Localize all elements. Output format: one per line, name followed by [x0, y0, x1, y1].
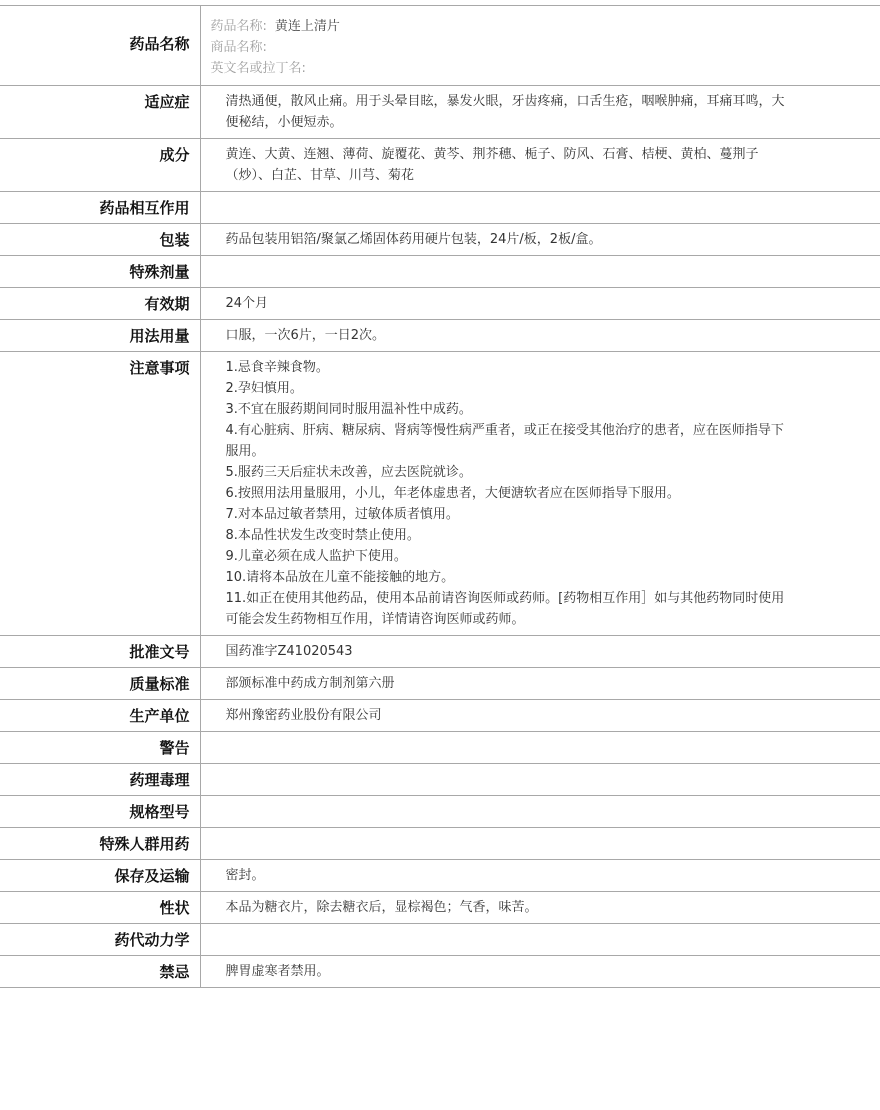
english-name-line — [211, 58, 871, 79]
packaging-value: 药品包装用铝箔/聚氯乙烯固体药用硬片包装，24片/板，2板/盒。 — [225, 232, 602, 247]
special-population-value — [200, 828, 880, 860]
precautions-list — [200, 352, 880, 636]
precaution-item: 11.如正在使用其他药品，使用本品前请咨询医师或药师。[药物相互作用］如与其他药物同时使用可能会发生药物相互作用，详情请咨询医师或药师。 — [225, 591, 785, 627]
ingredients-value: 黄连、大黄、连翘、薄荷、旋覆花、黄芩、荆芥穗、栀子、防风、石膏、桔梗、黄柏、蔓荆子（炒）、白芷、甘草、川芎、菊花 — [225, 147, 759, 183]
english-name-label: 英文名或拉丁名: — [210, 61, 306, 76]
interactions-label: 药品相互作用 — [0, 192, 200, 224]
pharmacology-label: 药理毒理 — [0, 764, 200, 796]
specification-label: 规格型号 — [0, 796, 200, 828]
ingredients-label: 成分 — [0, 139, 200, 192]
generic-name-line — [211, 16, 871, 37]
usage-value: 口服，一次6片，一日2次。 — [225, 328, 386, 343]
pharmacology-row — [0, 764, 880, 796]
manufacturer-row — [0, 700, 880, 732]
precaution-item: 4.有心脏病、肝病、糖尿病、肾病等慢性病严重者，或正在接受其他治疗的患者，应在医师指导下服用。 — [225, 423, 784, 459]
special-dosage-label: 特殊剂量 — [0, 256, 200, 288]
indications-label: 适应症 — [0, 86, 200, 139]
precaution-item: 6.按照用法用量服用，小儿，年老体虚患者，大便溏软者应在医师指导下服用。 — [225, 486, 680, 501]
precaution-item: 5.服药三天后症状未改善，应去医院就诊。 — [225, 465, 472, 480]
approval-number-row — [0, 636, 880, 668]
approval-number-label: 批准文号 — [0, 636, 200, 668]
precaution-item: 7.对本品过敏者禁用，过敏体质者慎用。 — [225, 507, 459, 522]
special-dosage-row — [0, 256, 880, 288]
warning-label: 警告 — [0, 732, 200, 764]
indications-value: 清热通便，散风止痛。用于头晕目眩，暴发火眼，牙齿疼痛，口舌生疮，咽喉肿痛，耳痛耳鸣，大便秘结，小便短赤。 — [225, 94, 785, 130]
shelf-life-row — [0, 288, 880, 320]
precaution-item: 10.请将本品放在儿童不能接触的地方。 — [225, 570, 455, 585]
drug-name-row — [0, 6, 880, 86]
usage-row — [0, 320, 880, 352]
special-dosage-value — [200, 256, 880, 288]
pharmacology-value — [200, 764, 880, 796]
shelf-life-label: 有效期 — [0, 288, 200, 320]
pharmacokinetics-label: 药代动力学 — [0, 924, 200, 956]
drug-name-cell — [200, 6, 880, 86]
generic-name-label: 药品名称: — [210, 19, 267, 34]
manufacturer-value: 郑州豫密药业股份有限公司 — [225, 708, 382, 723]
storage-value: 密封。 — [225, 868, 265, 883]
warning-value — [200, 732, 880, 764]
generic-name-value: 黄连上清片 — [274, 19, 340, 34]
description-row — [0, 892, 880, 924]
precaution-item: 3.不宜在服药期间同时服用温补性中成药。 — [225, 402, 472, 417]
trade-name-line — [211, 37, 871, 58]
manufacturer-label: 生产单位 — [0, 700, 200, 732]
special-population-row — [0, 828, 880, 860]
indications-row — [0, 86, 880, 139]
pharmacokinetics-row — [0, 924, 880, 956]
quality-standard-label: 质量标准 — [0, 668, 200, 700]
storage-row — [0, 860, 880, 892]
pharmacokinetics-value — [200, 924, 880, 956]
usage-label: 用法用量 — [0, 320, 200, 352]
storage-label: 保存及运输 — [0, 860, 200, 892]
contraindications-label: 禁忌 — [0, 956, 200, 988]
precaution-item: 8.本品性状发生改变时禁止使用。 — [225, 528, 420, 543]
quality-standard-value: 部颁标准中药成方制剂第六册 — [225, 676, 395, 691]
drug-info-table — [0, 5, 880, 988]
interactions-value — [200, 192, 880, 224]
shelf-life-value: 24个月 — [225, 296, 269, 311]
packaging-label: 包装 — [0, 224, 200, 256]
description-label: 性状 — [0, 892, 200, 924]
ingredients-row — [0, 139, 880, 192]
precaution-item: 2.孕妇慎用。 — [225, 381, 303, 396]
trade-name-label: 商品名称: — [210, 40, 267, 55]
precautions-row — [0, 352, 880, 636]
packaging-row — [0, 224, 880, 256]
specification-row — [0, 796, 880, 828]
precautions-label: 注意事项 — [0, 352, 200, 636]
special-population-label: 特殊人群用药 — [0, 828, 200, 860]
specification-value — [200, 796, 880, 828]
drug-name-label: 药品名称 — [0, 6, 200, 86]
warning-row — [0, 732, 880, 764]
precaution-item: 9.儿童必须在成人监护下使用。 — [225, 549, 407, 564]
quality-standard-row — [0, 668, 880, 700]
precaution-item: 1.忌食辛辣食物。 — [225, 360, 329, 375]
interactions-row — [0, 192, 880, 224]
contraindications-value: 脾胃虚寒者禁用。 — [225, 964, 330, 979]
approval-number-value: 国药准字Z41020543 — [225, 644, 353, 659]
description-value: 本品为糖衣片，除去糖衣后，显棕褐色；气香，味苦。 — [225, 900, 538, 915]
contraindications-row — [0, 956, 880, 988]
